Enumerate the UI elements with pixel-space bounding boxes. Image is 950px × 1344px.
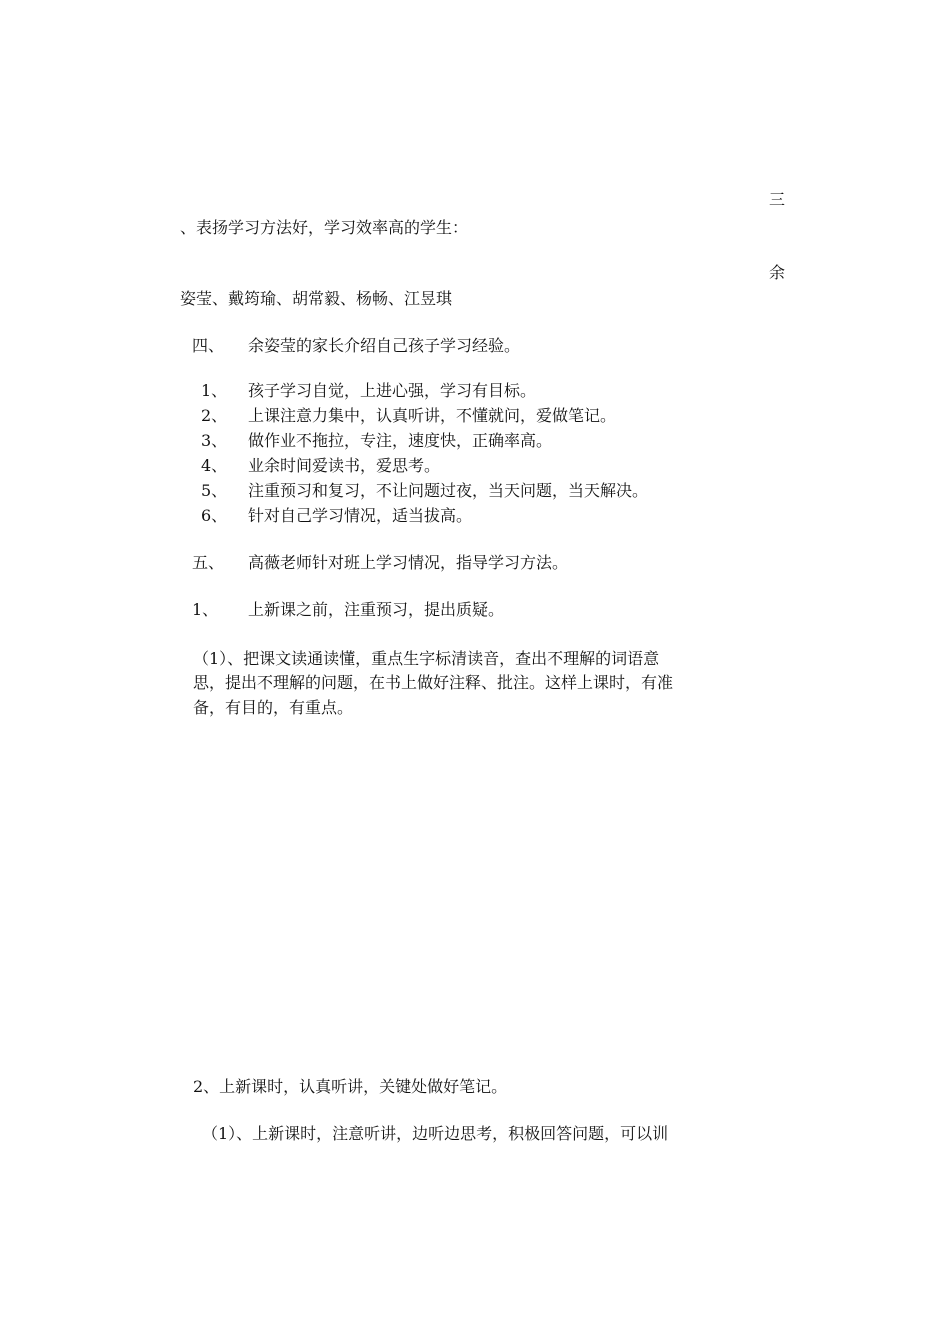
section4-heading: 余姿莹的家长介绍自己孩子学习经验。 <box>248 336 521 355</box>
subsection1-number: 1、 <box>192 600 219 619</box>
subsection1-heading: 上新课之前，注重预习，提出质疑。 <box>248 600 505 619</box>
paragraph-line: 备，有目的，有重点。 <box>193 698 354 717</box>
list-item-number: 1、 <box>201 381 228 400</box>
section3-number: 三 <box>769 190 786 209</box>
paragraph-line: （1）、把课文读通读懂，重点生字标清读音，查出不理解的词语意 <box>193 649 660 668</box>
list-item-number: 3、 <box>201 431 228 450</box>
list-item-number: 5、 <box>201 481 228 500</box>
list-item: 孩子学习自觉，上进心强，学习有目标。 <box>248 381 537 400</box>
list-item: 上课注意力集中，认真听讲，不懂就问，爱做笔记。 <box>248 406 617 425</box>
list-item-number: 2、 <box>201 406 228 425</box>
section5-number: 五、 <box>192 553 225 572</box>
list-item: 业余时间爱读书，爱思考。 <box>248 456 441 475</box>
subsection2-heading: 2、上新课时，认真听讲，关键处做好笔记。 <box>193 1077 508 1096</box>
paragraph-line: 思，提出不理解的问题，在书上做好注释、批注。这样上课时，有准 <box>193 673 674 692</box>
list-item: 做作业不拖拉，专注，速度快，正确率高。 <box>248 431 553 450</box>
section3-names-lead: 余 <box>769 263 786 282</box>
subsection2-paragraph-line: （1）、上新课时，注意听讲，边听边思考，积极回答问题，可以训 <box>202 1124 669 1143</box>
list-item: 针对自己学习情况，适当拔高。 <box>248 506 473 525</box>
section3-heading: 、表扬学习方法好，学习效率高的学生： <box>180 218 469 237</box>
list-item-number: 4、 <box>201 456 228 475</box>
section4-number: 四、 <box>192 336 225 355</box>
list-item: 注重预习和复习，不让问题过夜，当天问题，当天解决。 <box>248 481 649 500</box>
list-item-number: 6、 <box>201 506 228 525</box>
section3-names: 姿莹、戴筠瑜、胡常毅、杨畅、江昱琪 <box>180 289 453 308</box>
section5-heading: 高薇老师针对班上学习情况，指导学习方法。 <box>248 553 569 572</box>
